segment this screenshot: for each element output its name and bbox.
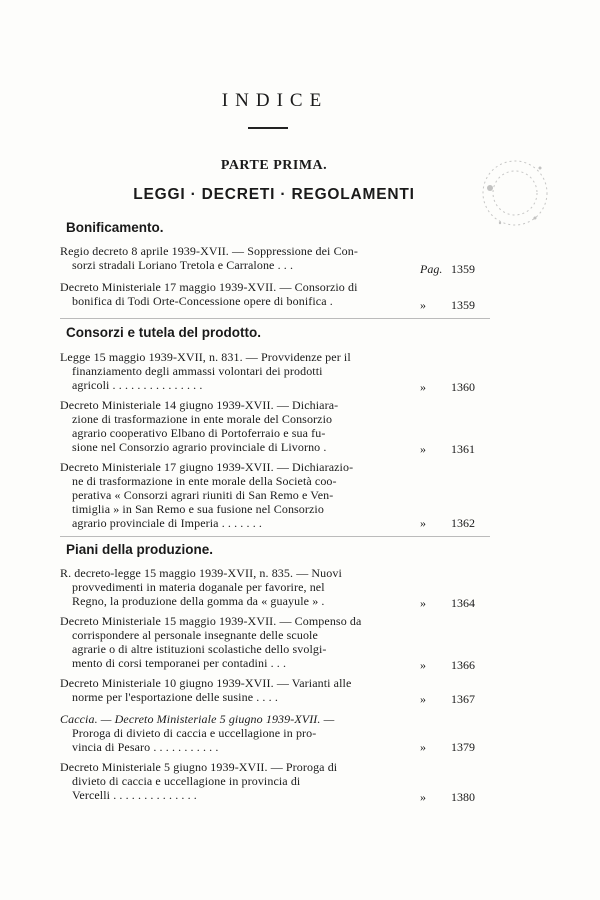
page-marker: » bbox=[420, 740, 426, 754]
entry-line: bonifica di Todi Orte-Concessione opere di bonifica . bbox=[72, 294, 333, 308]
entry-line: sorzi stradali Loriano Tretola e Carralone . . . bbox=[72, 258, 294, 272]
page-number: 1361 bbox=[451, 442, 475, 456]
entry-line: zione di trasformazione in ente morale del Consorzio bbox=[72, 412, 333, 426]
entry-line: divieto di caccia e uccellagione in provincia di bbox=[72, 774, 301, 788]
page-title: INDICE bbox=[221, 90, 329, 111]
page-marker: Pag. bbox=[420, 262, 443, 276]
section-divider bbox=[60, 318, 490, 319]
entry-line: agrarie o di altre istituzioni scolastiche dello svolgi- bbox=[72, 642, 327, 656]
entry-line: Decreto Ministeriale 15 maggio 1939-XVII. — Compenso da bbox=[60, 614, 362, 628]
entry-line: Decreto Ministeriale 14 giugno 1939-XVII. — Dichiara- bbox=[60, 398, 339, 412]
page-ref bbox=[420, 596, 510, 611]
page-marker: » bbox=[420, 442, 426, 456]
page-ref bbox=[420, 516, 510, 531]
page-number: 1360 bbox=[451, 380, 475, 394]
section-heading-bonificamento: Bonificamento. bbox=[66, 220, 164, 235]
entry-line: Vercelli . . . . . . . . . . . . . . bbox=[72, 788, 197, 802]
entry-line: agrario provinciale di Imperia . . . . . . . bbox=[72, 516, 263, 530]
page-ref bbox=[420, 262, 510, 277]
page-marker: » bbox=[420, 298, 426, 312]
entry-line: timiglia » in San Remo e sua fusione nel Consorzio bbox=[72, 502, 324, 516]
page-number: 1379 bbox=[451, 740, 475, 754]
entry-line: Decreto Ministeriale 5 giugno 1939-XVII. — Proroga di bbox=[60, 760, 338, 774]
part-heading: PARTE PRIMA. bbox=[220, 158, 328, 173]
page-ref bbox=[420, 658, 510, 673]
entry-line: norme per l'esportazione delle susine . . . . bbox=[72, 690, 278, 704]
library-stamp-icon bbox=[440, 148, 560, 238]
entry-line: mento di corsi temporanei per contadini . . . bbox=[72, 656, 287, 670]
entry-line: R. decreto-legge 15 maggio 1939-XVII, n. 835. — Nuovi bbox=[60, 566, 342, 580]
page-ref bbox=[420, 692, 510, 707]
page-marker: » bbox=[420, 658, 426, 672]
entry-line: sione nel Consorzio agrario provinciale di Livorno . bbox=[72, 440, 327, 454]
page-marker: » bbox=[420, 380, 426, 394]
page-marker: » bbox=[420, 692, 426, 706]
entry-line: Decreto Ministeriale 17 giugno 1939-XVII. — Dichiarazio- bbox=[60, 460, 354, 474]
entry-line: agrario cooperativo Elbano di Portoferraio e sua fu- bbox=[72, 426, 326, 440]
page-ref bbox=[420, 298, 510, 313]
entry-line: Regio decreto 8 aprile 1939-XVII. — Soppressione dei Con- bbox=[60, 244, 358, 258]
title-underline bbox=[248, 127, 288, 129]
entry-line: ne di trasformazione in ente morale della Società coo- bbox=[72, 474, 337, 488]
section-divider bbox=[60, 536, 490, 537]
entry-line: perativa « Consorzi agrari riuniti di San Remo e Ven- bbox=[72, 488, 334, 502]
entry-line: Decreto Ministeriale 17 maggio 1939-XVII. — Consorzio di bbox=[60, 280, 358, 294]
page-number: 1362 bbox=[451, 516, 475, 530]
page-marker: » bbox=[420, 790, 426, 804]
main-heading: LEGGI · DECRETI · REGOLAMENTI bbox=[133, 186, 415, 203]
entry-line bbox=[60, 712, 486, 726]
page-ref bbox=[420, 740, 510, 755]
entry-line: agricoli . . . . . . . . . . . . . . . bbox=[72, 378, 203, 392]
page-number: 1359 bbox=[451, 262, 475, 276]
entry-line: provvedimenti in materia doganale per favorire, nel bbox=[72, 580, 325, 594]
entry-line: Proroga di divieto di caccia e uccellagione in pro- bbox=[72, 726, 317, 740]
entry-line: Regno, la produzione della gomma da « guayule » . bbox=[72, 594, 325, 608]
page-number: 1366 bbox=[451, 658, 475, 672]
page-number: 1380 bbox=[451, 790, 475, 804]
page-number: 1359 bbox=[451, 298, 475, 312]
entry-line: finanziamento degli ammassi volontari dei prodotti bbox=[72, 364, 323, 378]
page-ref bbox=[420, 790, 510, 805]
page-marker: » bbox=[420, 596, 426, 610]
page-ref bbox=[420, 380, 510, 395]
entry-line: vincia di Pesaro . . . . . . . . . . . bbox=[72, 740, 219, 754]
section-heading-piani: Piani della produzione. bbox=[66, 542, 214, 557]
entry-line: corrispondere al personale insegnante delle scuole bbox=[72, 628, 318, 642]
entry-line: Legge 15 maggio 1939-XVII, n. 831. — Provvidenze per il bbox=[60, 350, 351, 364]
page-ref bbox=[420, 442, 510, 457]
page-number: 1364 bbox=[451, 596, 475, 610]
page-number: 1367 bbox=[451, 692, 475, 706]
caccia-entry-first-line: Caccia. — Decreto Ministeriale 5 giugno 1939-XVII. — bbox=[60, 712, 335, 726]
section-heading-consorzi: Consorzi e tutela del prodotto. bbox=[66, 325, 261, 340]
page-marker: » bbox=[420, 516, 426, 530]
entry-line: Decreto Ministeriale 10 giugno 1939-XVII. — Varianti alle bbox=[60, 676, 352, 690]
